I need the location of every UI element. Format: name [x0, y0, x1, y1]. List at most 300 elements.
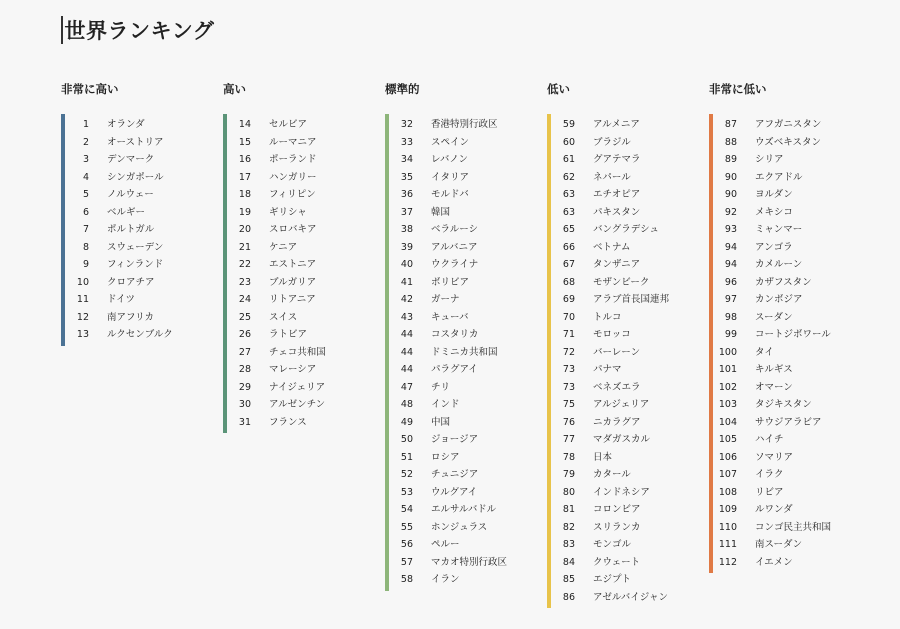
list-item [389, 309, 545, 327]
country-name: ウルグアイ [431, 486, 478, 498]
country-name: ルクセンブルク [107, 329, 173, 340]
country-name: シリア [755, 154, 784, 165]
list-item [227, 291, 383, 309]
country-name: ネパール [593, 171, 631, 183]
list-item [713, 449, 869, 467]
list-item [227, 169, 383, 187]
rank-number: 81 [562, 504, 575, 515]
rank-number: 83 [562, 539, 575, 550]
country-name: 南アフリカ [107, 311, 155, 323]
list-item [551, 361, 707, 379]
rank-number: 49 [400, 416, 413, 428]
list-item [65, 151, 221, 169]
list-item [389, 536, 545, 554]
list-item [389, 186, 545, 204]
country-name: フランス [269, 416, 307, 428]
rank-number: 101 [718, 364, 737, 375]
rank-number: 22 [238, 259, 251, 270]
list-item [227, 204, 383, 222]
rank-number: 88 [724, 136, 737, 148]
country-name: スウェーデン [107, 241, 164, 253]
country-name: ウクライナ [431, 259, 479, 270]
rank-number: 11 [76, 294, 89, 305]
list-item [713, 169, 869, 187]
list-item [713, 221, 869, 239]
column-header: 非常に低い [709, 82, 767, 96]
country-name: ソマリア [755, 451, 794, 463]
list-item [227, 414, 383, 432]
country-name: スリランカ [593, 521, 641, 533]
rank-number: 29 [238, 381, 251, 393]
country-name: カンボジア [755, 294, 803, 305]
country-name: タジキスタン [755, 399, 812, 410]
rank-number: 37 [400, 206, 413, 218]
country-name: カメルーン [755, 259, 803, 270]
list-item [713, 274, 869, 292]
rank-number: 4 [82, 171, 89, 183]
ranking-column [709, 80, 869, 573]
rank-number: 73 [562, 364, 575, 375]
country-name: スイス [269, 311, 298, 323]
rank-number: 85 [562, 574, 575, 585]
rank-number: 93 [724, 224, 737, 235]
country-name: アルメニア [593, 119, 640, 130]
rank-number: 103 [718, 399, 737, 410]
country-name: クウェート [593, 556, 641, 568]
country-name: モンゴル [593, 539, 632, 550]
rank-number: 18 [238, 189, 251, 200]
rank-number: 24 [238, 294, 251, 305]
country-name: タイ [755, 346, 774, 358]
rank-number: 97 [724, 294, 737, 305]
country-name: ポルトガル [107, 224, 155, 235]
country-name: オマーン [755, 381, 793, 393]
list-item [551, 484, 707, 502]
rank-number: 36 [400, 189, 413, 200]
country-name: キルギス [755, 364, 793, 375]
list-item [713, 186, 869, 204]
rank-number: 44 [400, 346, 413, 358]
country-name: スーダン [755, 311, 793, 323]
list-item [227, 344, 383, 362]
rank-number: 72 [562, 346, 575, 358]
rank-number: 43 [400, 311, 413, 323]
country-name: エチオピア [593, 189, 641, 200]
list-item [713, 484, 869, 502]
list-item [551, 291, 707, 309]
rank-number: 84 [562, 556, 575, 568]
ranking-list [61, 114, 221, 346]
list-item [65, 186, 221, 204]
text-cursor [61, 16, 63, 44]
list-item [713, 116, 869, 134]
rank-number: 62 [562, 171, 575, 183]
ranking-list [223, 114, 383, 433]
list-item [551, 326, 707, 344]
list-item [551, 116, 707, 134]
rank-number: 38 [400, 224, 413, 235]
list-item [551, 239, 707, 257]
rank-number: 82 [562, 521, 575, 533]
column-header: 標準的 [385, 82, 420, 96]
country-name: ブラジル [593, 136, 631, 148]
list-item [65, 204, 221, 222]
country-name: 日本 [593, 451, 613, 463]
rank-number: 6 [82, 206, 89, 218]
list-item [227, 239, 383, 257]
country-name: ニカラグア [593, 416, 641, 428]
country-name: リビア [755, 486, 784, 498]
list-item [551, 466, 707, 484]
country-name: 南スーダン [755, 539, 803, 550]
list-item [713, 326, 869, 344]
rank-number: 54 [400, 504, 413, 515]
list-item [65, 116, 221, 134]
list-item [65, 274, 221, 292]
country-name: サウジアラビア [755, 416, 822, 428]
list-item [227, 326, 383, 344]
list-item [389, 379, 545, 397]
ranking-column [547, 80, 707, 608]
rank-number: 63 [562, 206, 575, 218]
rank-number: 21 [238, 241, 251, 253]
country-name: ホンジュラス [431, 521, 488, 533]
list-item [551, 571, 707, 589]
list-item [389, 431, 545, 449]
rank-number: 47 [400, 381, 413, 393]
country-name: キューバ [431, 311, 469, 323]
country-name: イラク [755, 469, 784, 480]
list-item [65, 256, 221, 274]
list-item [65, 309, 221, 327]
list-item [713, 554, 869, 572]
column-header: 低い [547, 82, 570, 96]
country-name: コートジボワール [755, 329, 831, 340]
country-name: ウズベキスタン [755, 136, 822, 148]
country-name: コスタリカ [431, 329, 479, 340]
country-name: ロシア [431, 451, 460, 463]
country-name: ルワンダ [755, 504, 793, 515]
rank-number: 23 [238, 276, 251, 288]
rank-number: 58 [400, 574, 413, 585]
country-name: ハイチ [755, 434, 784, 445]
rank-number: 13 [76, 329, 89, 340]
list-item [389, 274, 545, 292]
rank-number: 2 [82, 136, 89, 148]
country-name: ペルー [431, 539, 460, 550]
rank-number: 75 [562, 399, 575, 410]
list-item [551, 396, 707, 414]
rank-number: 76 [562, 416, 575, 428]
rank-number: 110 [718, 521, 737, 533]
country-name: インド [431, 399, 460, 410]
country-name: モロッコ [593, 329, 631, 340]
country-name: アラブ首長国連邦 [593, 294, 670, 305]
country-name: パナマ [593, 364, 622, 375]
list-item [65, 169, 221, 187]
country-name: ベネズエラ [593, 381, 641, 393]
list-item [551, 221, 707, 239]
rank-number: 17 [238, 171, 251, 183]
country-name: レバノン [431, 154, 468, 165]
list-item [551, 274, 707, 292]
rank-number: 41 [400, 276, 413, 288]
list-item [65, 291, 221, 309]
rank-number: 19 [238, 206, 251, 218]
country-name: エクアドル [755, 171, 803, 183]
rank-number: 107 [718, 469, 737, 480]
rank-number: 27 [238, 346, 251, 358]
rank-number: 100 [718, 346, 737, 358]
list-item [389, 519, 545, 537]
country-name: バングラデシュ [593, 224, 659, 235]
list-item [551, 554, 707, 572]
country-name: ブルガリア [269, 276, 317, 288]
country-name: チェコ共和国 [269, 346, 326, 358]
ranking-column [223, 80, 383, 433]
country-name: アルバニア [431, 241, 478, 253]
list-item [227, 379, 383, 397]
country-name: ベトナム [593, 241, 631, 253]
rank-number: 96 [724, 276, 737, 288]
ranking-list [385, 114, 545, 591]
list-item [389, 571, 545, 589]
list-item [389, 256, 545, 274]
rank-number: 80 [562, 486, 575, 498]
list-item [389, 344, 545, 362]
rank-number: 71 [562, 329, 575, 340]
list-item [713, 501, 869, 519]
country-name: エルサルバドル [431, 504, 497, 515]
list-item [551, 414, 707, 432]
title-area [61, 15, 214, 45]
list-item [713, 204, 869, 222]
list-item [227, 134, 383, 152]
country-name: コロンビア [593, 504, 641, 515]
list-item [389, 116, 545, 134]
country-name: バーレーン [593, 346, 641, 358]
list-item [227, 186, 383, 204]
rank-number: 104 [718, 416, 737, 428]
country-name: イタリア [431, 171, 470, 183]
country-name: メキシコ [755, 206, 793, 218]
list-item [713, 344, 869, 362]
rank-number: 9 [82, 259, 89, 270]
list-item [713, 431, 869, 449]
country-name: ラトビア [269, 329, 308, 340]
country-name: モルドバ [431, 189, 469, 200]
country-name: セルビア [269, 119, 308, 130]
column-header: 非常に高い [61, 82, 119, 96]
rank-number: 99 [724, 329, 737, 340]
country-name: アフガニスタン [755, 119, 822, 130]
country-name: アンゴラ [755, 241, 793, 253]
list-item [389, 414, 545, 432]
list-item [389, 134, 545, 152]
country-name: ドイツ [107, 294, 136, 305]
rank-number: 26 [238, 329, 251, 340]
country-name: ナイジェリア [269, 381, 326, 393]
list-item [227, 221, 383, 239]
country-name: 香港特別行政区 [431, 119, 498, 130]
list-item [713, 519, 869, 537]
list-item [713, 309, 869, 327]
rank-number: 109 [718, 504, 737, 515]
list-item [389, 151, 545, 169]
country-name: エストニア [269, 259, 317, 270]
country-name: 中国 [431, 416, 451, 428]
country-name: イラン [431, 574, 460, 585]
country-name: 韓国 [431, 206, 451, 218]
list-item [551, 309, 707, 327]
country-name: チュニジア [431, 469, 479, 480]
list-item [227, 361, 383, 379]
list-item [389, 326, 545, 344]
rank-number: 10 [76, 276, 89, 288]
rank-number: 112 [718, 556, 737, 568]
list-item [713, 361, 869, 379]
rank-number: 69 [562, 294, 575, 305]
list-item [551, 151, 707, 169]
list-item [713, 239, 869, 257]
list-item [389, 449, 545, 467]
country-name: ベラルーシ [431, 224, 479, 235]
country-name: ケニア [269, 241, 298, 253]
rank-number: 73 [562, 381, 575, 393]
country-name: オランダ [107, 119, 145, 130]
list-item [389, 221, 545, 239]
country-name: スロバキア [269, 224, 317, 235]
list-item [551, 431, 707, 449]
list-item [551, 134, 707, 152]
rank-number: 16 [238, 154, 251, 165]
rank-number: 111 [718, 539, 737, 550]
country-name: ボリビア [431, 276, 470, 288]
country-name: ミャンマー [755, 224, 803, 235]
list-item [389, 554, 545, 572]
rank-number: 60 [562, 136, 575, 148]
rank-number: 53 [400, 486, 413, 498]
rank-number: 42 [400, 294, 413, 305]
country-name: パキスタン [593, 206, 641, 218]
rank-number: 94 [724, 241, 737, 253]
list-item [551, 501, 707, 519]
rank-number: 77 [562, 434, 575, 445]
list-item [713, 396, 869, 414]
rank-number: 65 [562, 224, 575, 235]
list-item [65, 326, 221, 344]
rank-number: 8 [82, 241, 89, 253]
country-name: パラグアイ [431, 364, 478, 375]
rank-number: 40 [400, 259, 413, 270]
country-name: マダガスカル [593, 434, 651, 445]
rank-number: 34 [400, 154, 413, 165]
country-name: エジプト [593, 574, 632, 585]
rank-number: 86 [562, 591, 575, 603]
country-name: マカオ特別行政区 [431, 556, 508, 568]
rank-number: 92 [724, 206, 737, 218]
country-name: トルコ [593, 311, 622, 323]
country-name: カタール [593, 469, 631, 480]
list-item [713, 466, 869, 484]
list-item [551, 379, 707, 397]
rank-number: 94 [724, 259, 737, 270]
rank-number: 90 [724, 171, 737, 183]
country-name: フィリピン [269, 189, 316, 200]
ranking-column [61, 80, 221, 346]
list-item [389, 361, 545, 379]
rank-number: 25 [238, 311, 251, 323]
rank-number: 33 [400, 136, 413, 148]
country-name: グアテマラ [593, 154, 641, 165]
rank-number: 15 [238, 136, 251, 148]
rank-number: 52 [400, 469, 413, 480]
country-name: ガーナ [431, 294, 460, 305]
list-item [227, 396, 383, 414]
country-name: オーストリア [107, 136, 164, 148]
rank-number: 5 [82, 189, 89, 200]
country-name: タンザニア [593, 259, 641, 270]
country-name: マレーシア [269, 364, 317, 375]
country-name: スペイン [431, 136, 470, 148]
rank-number: 87 [724, 119, 737, 130]
rank-number: 30 [238, 399, 251, 410]
rank-number: 20 [238, 224, 251, 235]
list-item [713, 134, 869, 152]
rank-number: 31 [238, 416, 251, 428]
country-name: ポーランド [269, 154, 317, 165]
list-item [227, 309, 383, 327]
list-item [65, 221, 221, 239]
rank-number: 98 [724, 311, 737, 323]
rank-number: 44 [400, 329, 413, 340]
country-name: ヨルダン [755, 189, 793, 200]
rank-number: 66 [562, 241, 575, 253]
rank-number: 70 [562, 311, 575, 323]
page-title: 世界ランキング [64, 19, 215, 43]
rank-number: 50 [400, 434, 413, 445]
rank-number: 106 [718, 451, 737, 463]
list-item [65, 239, 221, 257]
country-name: フィンランド [107, 259, 164, 270]
rank-number: 1 [82, 119, 89, 130]
country-name: チリ [431, 381, 451, 393]
country-name: カザフスタン [755, 276, 812, 288]
list-item [713, 291, 869, 309]
list-item [389, 501, 545, 519]
rank-number: 67 [562, 259, 575, 270]
list-item [551, 536, 707, 554]
country-name: ジョージア [431, 434, 479, 445]
rank-number: 68 [562, 276, 575, 288]
list-item [551, 204, 707, 222]
list-item [389, 396, 545, 414]
country-name: イエメン [755, 556, 793, 568]
country-name: インドネシア [593, 486, 650, 498]
rank-number: 57 [400, 556, 413, 568]
ranking-column [385, 80, 545, 591]
list-item [713, 151, 869, 169]
list-item [551, 186, 707, 204]
rank-number: 12 [76, 311, 89, 323]
list-item [551, 169, 707, 187]
rank-number: 61 [562, 154, 575, 165]
rank-number: 56 [400, 539, 413, 550]
rank-number: 39 [400, 241, 413, 253]
list-item [389, 204, 545, 222]
list-item [227, 116, 383, 134]
list-item [389, 169, 545, 187]
